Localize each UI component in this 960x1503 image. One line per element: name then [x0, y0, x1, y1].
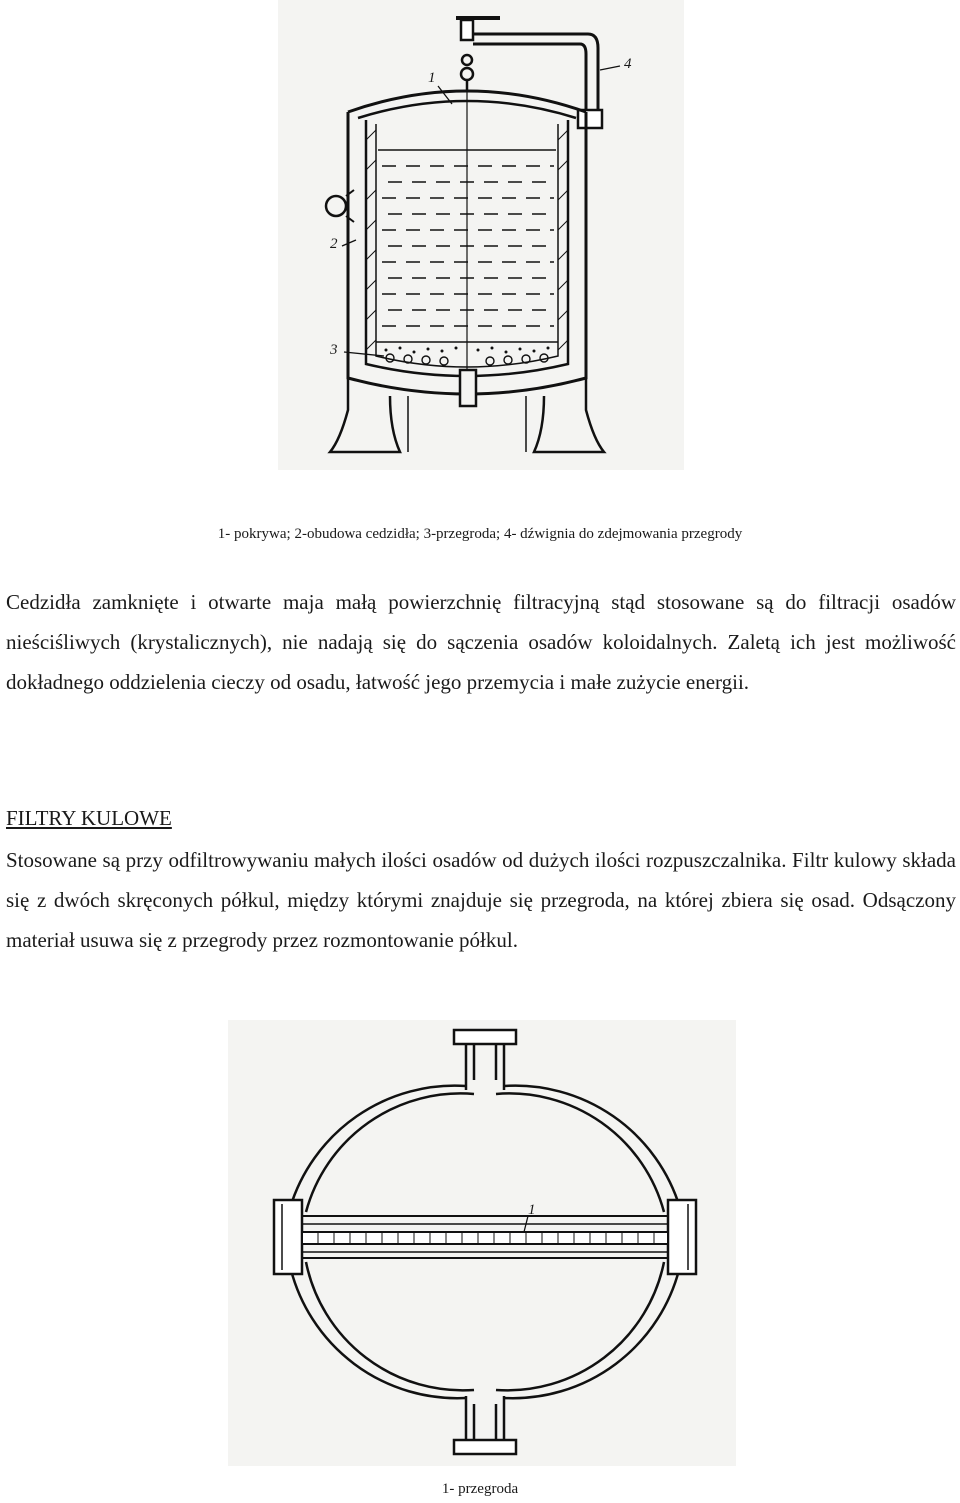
figure1-label-3: 3	[330, 342, 338, 358]
paragraph-ball-filters: Stosowane są przy odfiltrowywaniu małych ilości osadów od dużych ilości rozpuszczalnika. Filtr kulowy składa się z dwóch skręconych półkul, między którymi znajduje się przegroda, na której zbiera się osad. Odsączony materiał usuwa się z przegrody przez rozmontowanie półkul.	[6, 848, 956, 952]
strainer-diagram	[278, 0, 684, 470]
figure2-caption: 1- przegroda	[441, 1481, 519, 1497]
paragraph-strainers: Cedzidła zamknięte i otwarte maja małą powierzchnię filtracyjną stąd stosowane są do filtracji osadów nieściśliwych (krystalicznych), nie nadają się do sączenia osadów koloidalnych. Zaletą ich jest możliwość dokładnego oddzielenia cieczy od osadu, łatwość jego przemycia i małe zużycie energii.	[6, 590, 956, 694]
figure1-caption: 1- pokrywa; 2-obudowa cedzidła; 3-przegroda; 4- dźwignia do zdejmowania przegrody	[217, 526, 743, 542]
figure1-label-4: 4	[624, 56, 632, 72]
section-heading: FILTRY KULOWE	[6, 806, 172, 830]
ball-filter-diagram	[228, 1020, 736, 1466]
figure1-label-1: 1	[428, 70, 436, 86]
figure1-label-2: 2	[330, 236, 338, 252]
figure2-label-1: 1	[528, 1202, 536, 1218]
